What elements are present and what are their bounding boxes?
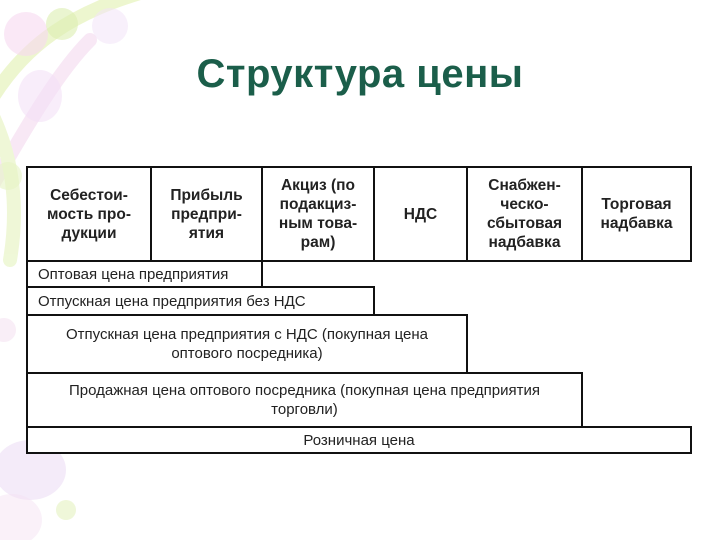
- column-trade-markup: Торговая надбавка: [581, 166, 692, 262]
- band-retail-price: Розничная цена: [26, 426, 692, 454]
- band-wholesale-price: Оптовая цена предприятия: [26, 260, 263, 288]
- band-release-price-with-vat: Отпускная цена предприятия с НДС (покупная цена оптового посредника): [26, 314, 468, 374]
- column-production-cost: Себестои- мость про- дукции: [26, 166, 152, 262]
- price-structure-diagram: [26, 166, 692, 454]
- column-excise: Акциз (по подакциз- ным това- рам): [261, 166, 375, 262]
- band-wholesale-intermediary-price: Продажная цена оптового посредника (покупная цена предприятия торговли): [26, 372, 583, 428]
- column-supply-markup: Снабжен- ческо- сбытовая надбавка: [466, 166, 583, 262]
- column-enterprise-profit: Прибыль предпри- ятия: [150, 166, 263, 262]
- band-release-price-no-vat: Отпускная цена предприятия без НДС: [26, 286, 375, 316]
- column-vat: НДС: [373, 166, 468, 262]
- slide-title: Структура цены: [196, 52, 524, 96]
